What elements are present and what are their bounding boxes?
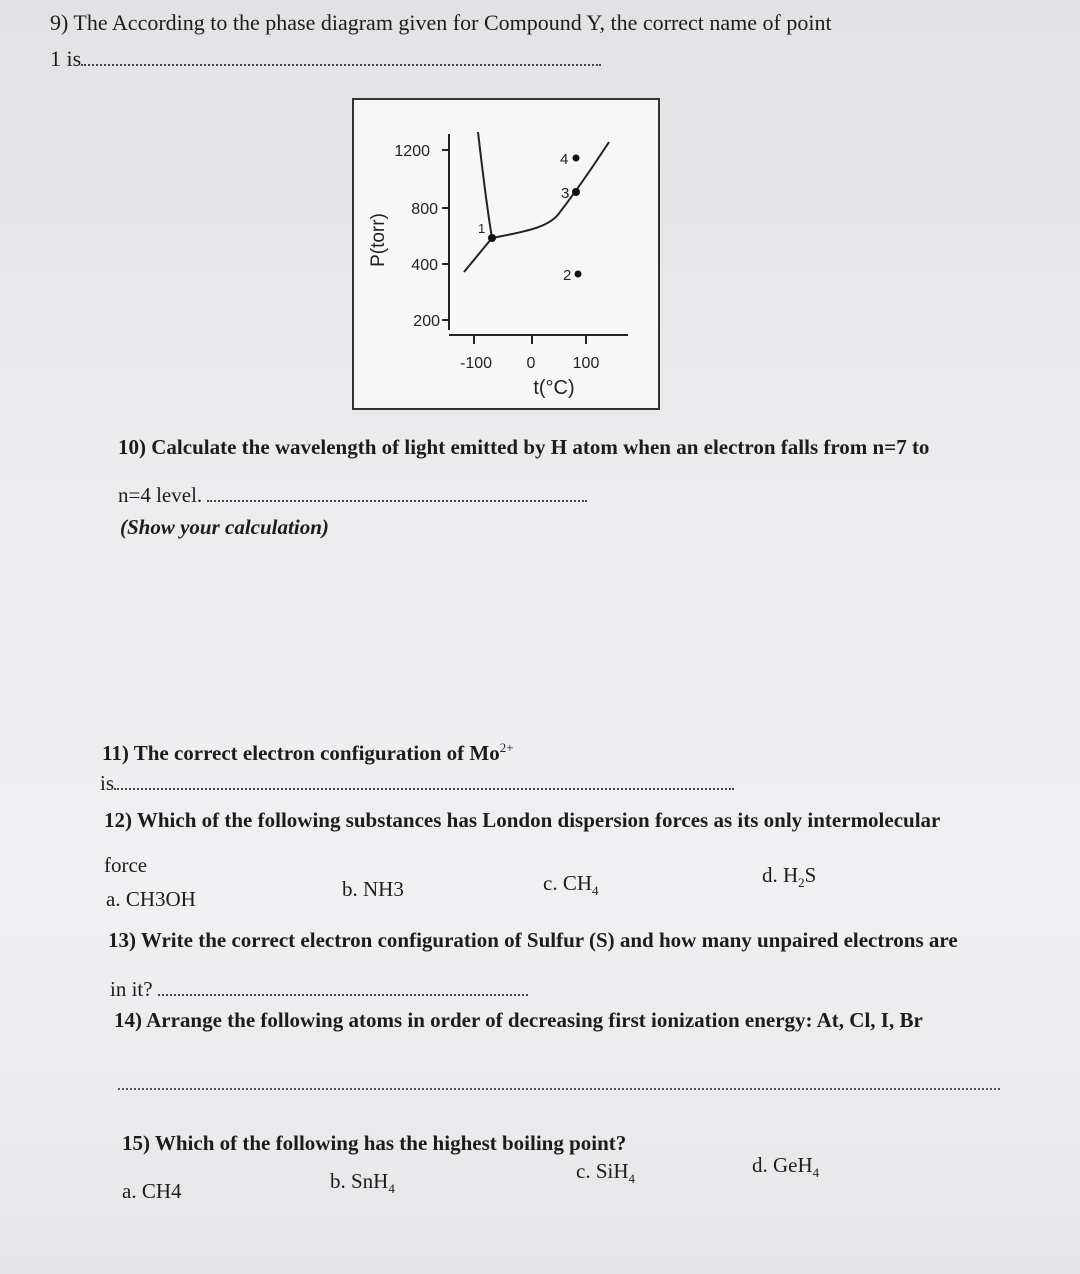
q10-line2 (118, 480, 587, 510)
q9-line1: 9) The According to the phase diagram given for Compound Y, the correct name of point (50, 10, 832, 35)
q15-option-b-sub: 4 (388, 1181, 395, 1197)
x-tick-label-100: 100 (572, 355, 600, 372)
answer-blank[interactable] (207, 482, 587, 502)
point-3-label: 3 (561, 185, 570, 202)
q12-line1: 12) Which of the following substances has London dispersion forces as its only intermolecular (104, 808, 941, 832)
y-tick-label-1200: 1200 (394, 143, 430, 160)
point-4-marker (573, 155, 580, 162)
answer-blank[interactable] (158, 976, 528, 996)
q9-line2-text: 1 is (50, 46, 82, 71)
point-4-label: 4 (560, 151, 569, 168)
q15-option-d-text: d. GeH (752, 1153, 813, 1177)
q13-line2 (110, 974, 528, 1004)
point-1-label: 1 (478, 221, 486, 236)
q13-line2-text: in it? (110, 977, 153, 1001)
point-1-marker (488, 234, 496, 242)
x-tick-label-minus100: -100 (459, 355, 493, 372)
q15-option-b-text: b. SnH (330, 1169, 389, 1193)
q12-option-d[interactable] (762, 860, 816, 898)
q12-option-b[interactable]: b. NH3 (342, 877, 404, 901)
q12-option-d-sub: 2 (798, 875, 805, 891)
answer-blank[interactable] (81, 46, 601, 66)
q12-option-c-text: c. CH (543, 871, 592, 895)
q12-option-c[interactable] (543, 868, 599, 906)
q15-option-d[interactable] (752, 1150, 819, 1188)
answer-blank[interactable] (118, 1068, 1000, 1090)
y-tick-label-400: 400 (411, 257, 438, 274)
q10-line1: 10) Calculate the wavelength of light emitted by H atom when an electron falls from n=7 to (118, 435, 930, 459)
x-tick-label-0: 0 (526, 355, 536, 372)
q15-option-a[interactable]: a. CH4 (122, 1179, 182, 1203)
q15-option-b[interactable] (330, 1166, 395, 1204)
q15-option-d-sub: 4 (812, 1165, 820, 1181)
q15-option-c[interactable] (576, 1156, 635, 1194)
q10-line3: (Show your calculation) (120, 515, 329, 539)
phase-diagram (352, 98, 660, 410)
q11-prefix: 11) The correct electron configuration of Mo (102, 741, 500, 765)
q11-superscript: 2+ (499, 740, 514, 755)
q12-line2: force (104, 853, 148, 877)
q12-option-d-suffix: S (804, 863, 817, 887)
q11-line1 (102, 733, 514, 768)
q14-atoms: At, Cl, I, Br (816, 1008, 923, 1032)
point-2-marker (575, 271, 582, 278)
q13-line1: 13) Write the correct electron configuration of Sulfur (S) and how many unpaired electrons are (108, 928, 958, 952)
point-3-marker (572, 188, 580, 196)
q15-option-c-text: c. SiH (576, 1159, 629, 1183)
phase-diagram-svg (354, 100, 658, 408)
x-axis-label: t(°C) (533, 377, 575, 399)
q9-line2 (50, 44, 601, 74)
y-axis-label: P(torr) (368, 213, 389, 267)
liquid-vapor-curve (492, 142, 609, 238)
point-2-label: 2 (563, 267, 572, 284)
solid-vapor-curve (464, 238, 492, 272)
q12-option-a[interactable]: a. CH3OH (106, 887, 196, 911)
y-tick-label-200: 200 (413, 313, 440, 330)
q14-question (114, 1005, 923, 1035)
y-tick-label-800: 800 (411, 201, 438, 218)
answer-blank[interactable] (114, 770, 734, 790)
q12-option-d-text: d. H (762, 863, 799, 887)
q10-line2-text: n=4 level. (118, 483, 203, 507)
q11-line2 (100, 768, 734, 798)
q15-option-c-sub: 4 (628, 1171, 635, 1187)
q15-line1: 15) Which of the following has the highest boiling point? (122, 1131, 627, 1155)
q14-prefix: 14) Arrange the following atoms in order of decreasing first ionization energy: (114, 1008, 817, 1032)
q12-option-c-sub: 4 (592, 883, 599, 899)
q11-line2-text: is (100, 771, 115, 795)
